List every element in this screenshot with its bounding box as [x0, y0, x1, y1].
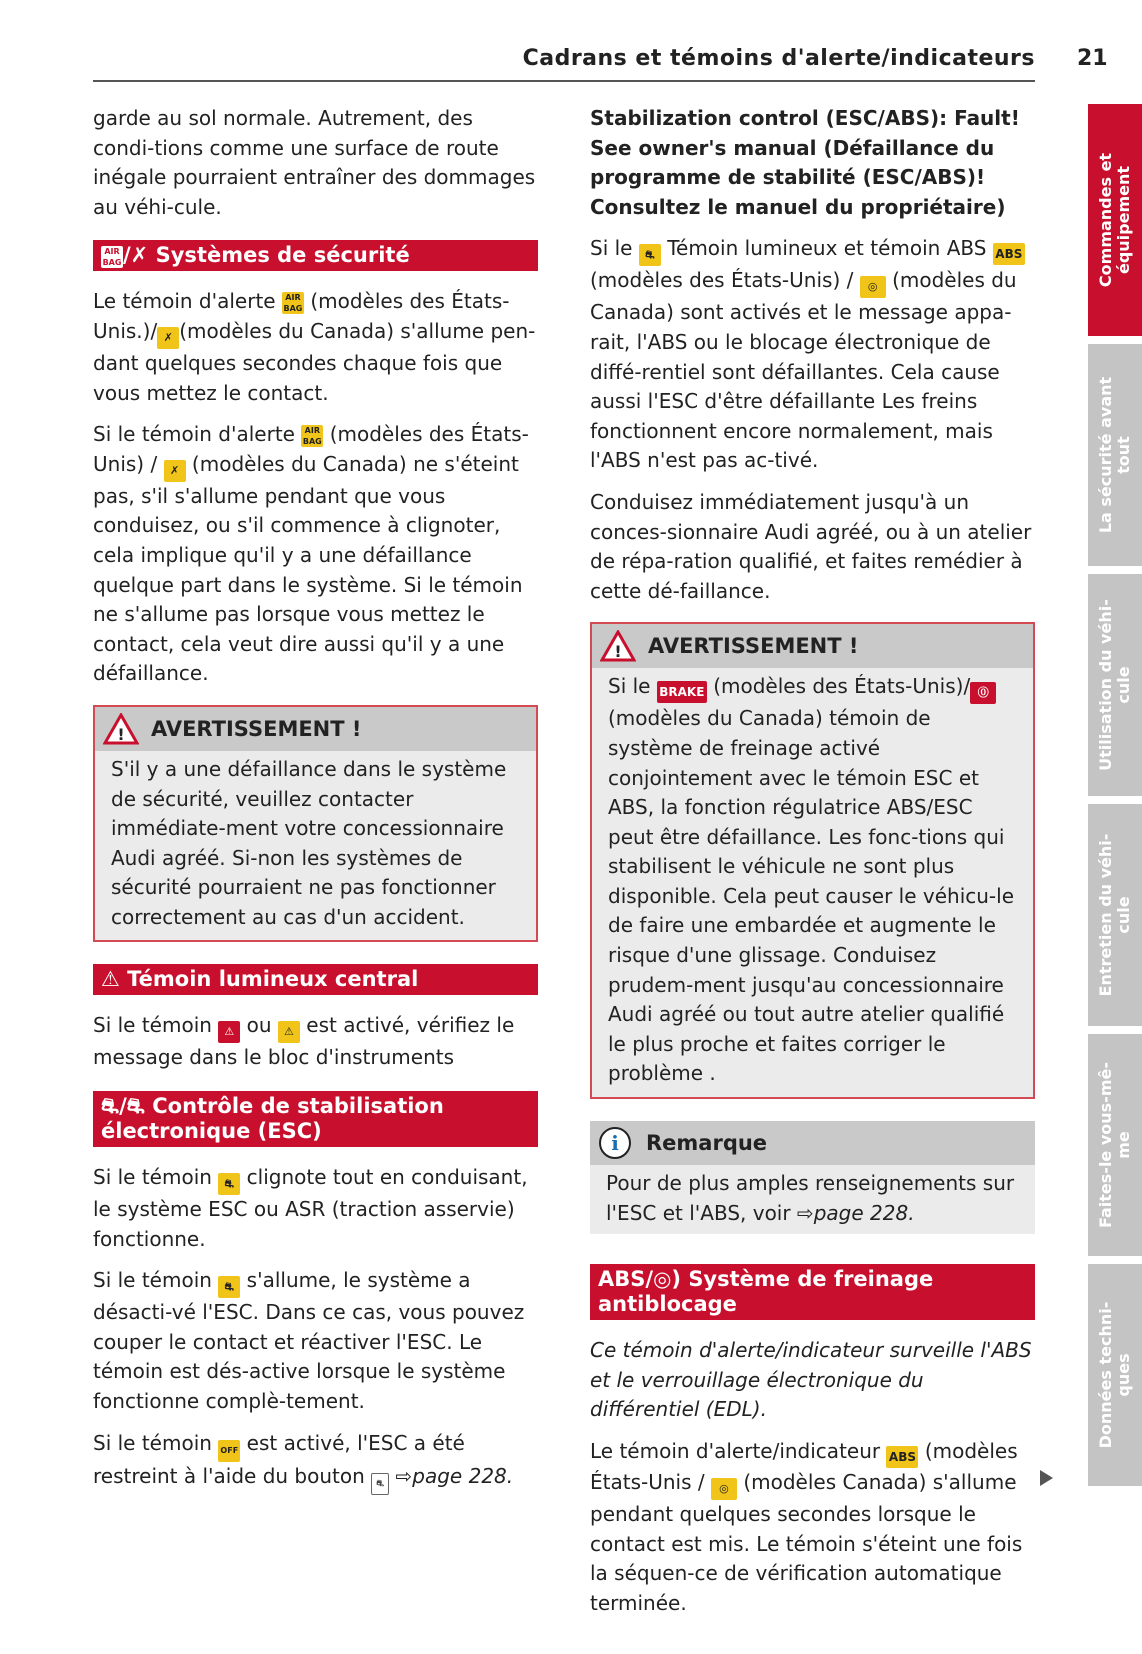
page-number: 21 — [1077, 46, 1108, 71]
warning-triangle-icon — [600, 630, 636, 662]
brake-canada-icon: ⓪ — [970, 682, 996, 704]
section-heading-central-warning: ⚠ Témoin lumineux central — [93, 964, 538, 995]
warning-box-safety — [93, 705, 538, 943]
arrow-reference-icon: ⇨ — [796, 1200, 814, 1225]
page-title: Cadrans et témoins d'alerte/indicateurs — [522, 46, 1035, 71]
esc-abs-fault-heading: Stabilization control (ESC/ABS): Fault! See owner's manual (Défaillance du programme de stabilité (ESC/ABS)! Consultez le manuel du propriétaire) — [590, 106, 1020, 219]
left-column — [93, 104, 538, 1507]
note-box — [590, 1121, 1035, 1234]
warning-triangle-icon: ⚠ — [101, 967, 120, 992]
page-header — [93, 44, 1035, 82]
warning-box-brake — [590, 622, 1035, 1099]
section-heading-safety-systems: AIR BAG/✗ Systèmes de sécurité — [93, 240, 538, 271]
section-heading-esc: ⛐/⛐ Contrôle de stabilisation électronique (ESC) — [93, 1091, 538, 1147]
esc-abs-paragraph-2: Conduisez immédiatement jusqu'à un conces-sionnaire Audi agréé, ou à un atelier de répa-ration qualifié, et faites remédier à cette dé-faillance. — [590, 489, 1032, 603]
abs-canada-icon: ◎ — [860, 276, 886, 298]
occupant-warning-icon: ✗ — [157, 327, 179, 349]
tab-entretien[interactable]: Entretien du véhi- cule — [1088, 804, 1142, 1026]
airbag-warning-icon: AIR BAG — [302, 426, 322, 447]
yellow-warning-triangle-icon: ⚠ — [278, 1021, 300, 1043]
warning-body: Si le BRAKE (modèles des États-Unis)/ ⓪ (modèles du Canada) témoin de système de freinage activé conjointement avec le témoin ESC et ABS, la fonction régulatrice ABS/ESC peut être défaillance. Les fonc-tions qui stabilisent le véhicule ne sont plus disponible. Cela peut causer le véhicu-le de faire une embardée et augmente le risque d'une glissage. Conduisez prudem-ment jusqu'au concessionnaire Audi agréé ou tout autre atelier qualifié le plus proche et faites corriger le problème . — [608, 674, 1014, 1086]
safety-paragraph-2: Si le témoin d'alerte AIR BAG (modèles des États-Unis) / ✗ (modèles du Canada) ne s'éteint pas, s'il s'allume pendant que vous conduisez, ou s'il commence à clignoter, cela implique qu'il y a une défaillance quelque part dans le système. Si le témoin ne s'allume pas lorsque vous mettez le contact, cela veut dire aussi qu'il y a une défaillance. — [93, 422, 529, 686]
occupant-icon: ✗ — [130, 243, 149, 268]
warning-header: ! AVERTISSEMENT ! — [95, 707, 536, 751]
svg-text:!: ! — [117, 724, 125, 744]
esc-button-icon: ⛐ — [371, 1473, 389, 1495]
warning-triangle-icon — [103, 713, 139, 745]
abs-icon: ABS — [993, 243, 1025, 265]
occupant-warning-icon: ✗ — [164, 460, 186, 482]
esc-paragraph-2: Si le témoin ⛐ s'allume, le système a désacti-vé l'ESC. Dans ce cas, vous pouvez couper le contact et réactiver l'ESC. Le témoin est dés-active lorsque le système fonctionne complè-tement. — [93, 1268, 525, 1414]
section-heading-abs: ABS/◎) Système de freinage antiblocage — [590, 1264, 1035, 1320]
central-warning-paragraph: Si le témoin ⚠ ou ⚠ est activé, vérifiez le message dans le bloc d'instruments — [93, 1013, 515, 1070]
right-column — [590, 104, 1035, 1630]
red-warning-triangle-icon: ⚠ — [218, 1021, 240, 1043]
esc-abs-paragraph-1: Si le ⛐ Témoin lumineux et témoin ABS ABS (modèles des États-Unis) / ◎ (modèles du Canada) sont activés et le message appa-rait, l'ABS ou le blocage électronique de diffé-rentiel sont défaillantes. Cela cause aussi l'ESC d'être défaillante Les freins fonctionnent encore normalement, mais l'ABS n'est pas ac-tivé. — [590, 234, 1035, 476]
esc-warning-icon: ⛐ — [639, 244, 661, 266]
abs-canada-icon: ◎ — [653, 1267, 672, 1292]
esc-off-warning-icon: OFF — [218, 1440, 240, 1462]
abs-canada-icon: ◎ — [711, 1478, 737, 1500]
page-reference-link[interactable]: page 228. — [412, 1463, 514, 1488]
intro-paragraph: garde au sol normale. Autrement, des condi-tions comme une surface de route inégale pourraient entraîner des dommages au véhi-cule. — [93, 106, 536, 219]
tab-donnees-techniques[interactable]: Données techni- ques — [1088, 1264, 1142, 1486]
warning-body: S'il y a une défaillance dans le système de sécurité, veuillez contacter immédiate-ment votre concessionnaire Audi agréé. Si-non les systèmes de sécurité pourraient ne pas fonctionner correctement au cas d'un accident. — [111, 756, 507, 929]
abs-paragraph: Le témoin d'alerte/indicateur ABS (modèles États-Unis / ◎ (modèles Canada) s'allume pendant quelques secondes lorsque le contact est mis. Le témoin s'éteint une fois la séquen-ce de vérification automatique terminée. — [590, 1439, 1023, 1615]
tab-utilisation[interactable]: Utilisation du véhi- cule — [1088, 574, 1142, 796]
airbag-icon: AIR BAG — [102, 247, 122, 268]
svg-text:!: ! — [614, 642, 622, 662]
tab-securite[interactable]: La sécurité avant tout — [1088, 344, 1142, 566]
warning-header: ! AVERTISSEMENT ! — [592, 624, 1033, 668]
esc-warning-icon: ⛐ — [218, 1276, 240, 1298]
esc-paragraph-3: Si le témoin OFF est activé, l'ESC a été restreint à l'aide du bouton ⛐ ⇨page 228. — [93, 1429, 538, 1495]
note-header: i Remarque — [590, 1121, 1035, 1165]
esc-off-icon: ⛐ — [126, 1094, 145, 1119]
tab-faites-le-vous-meme[interactable]: Faites-le vous-mê- me — [1088, 1034, 1142, 1256]
chapter-tabs — [1088, 0, 1142, 1654]
abs-icon: ABS — [886, 1446, 918, 1468]
esc-icon: ⛐ — [101, 1094, 120, 1119]
safety-paragraph-1: Le témoin d'alerte AIR BAG (modèles des États-Unis.)/ ✗ (modèles du Canada) s'allume pen-dant quelques secondes chaque fois que vous mettez le contact. — [93, 289, 536, 405]
info-icon — [598, 1126, 632, 1160]
svg-text:i: i — [611, 1131, 619, 1156]
esc-paragraph-1: Si le témoin ⛐ clignote tout en conduisant, le système ESC ou ASR (traction asservie) fonctionne. — [93, 1165, 528, 1251]
brake-icon: BRAKE — [657, 681, 707, 703]
continue-arrow-icon — [1040, 1470, 1053, 1486]
page-reference-link[interactable]: page 228. — [813, 1200, 915, 1225]
esc-warning-icon: ⛐ — [218, 1173, 240, 1195]
abs-intro-paragraph: Ce témoin d'alerte/indicateur surveille l'ABS et le verrouillage électronique du différentiel (EDL). — [590, 1338, 1032, 1422]
airbag-warning-icon: AIR BAG — [283, 293, 303, 314]
arrow-reference-icon: ⇨ — [395, 1463, 413, 1488]
note-body: Pour de plus amples renseignements sur l'ESC et l'ABS, voir ⇨page 228. — [606, 1171, 1015, 1225]
tab-commandes-equipement[interactable]: Commandes et équipement — [1088, 104, 1142, 336]
